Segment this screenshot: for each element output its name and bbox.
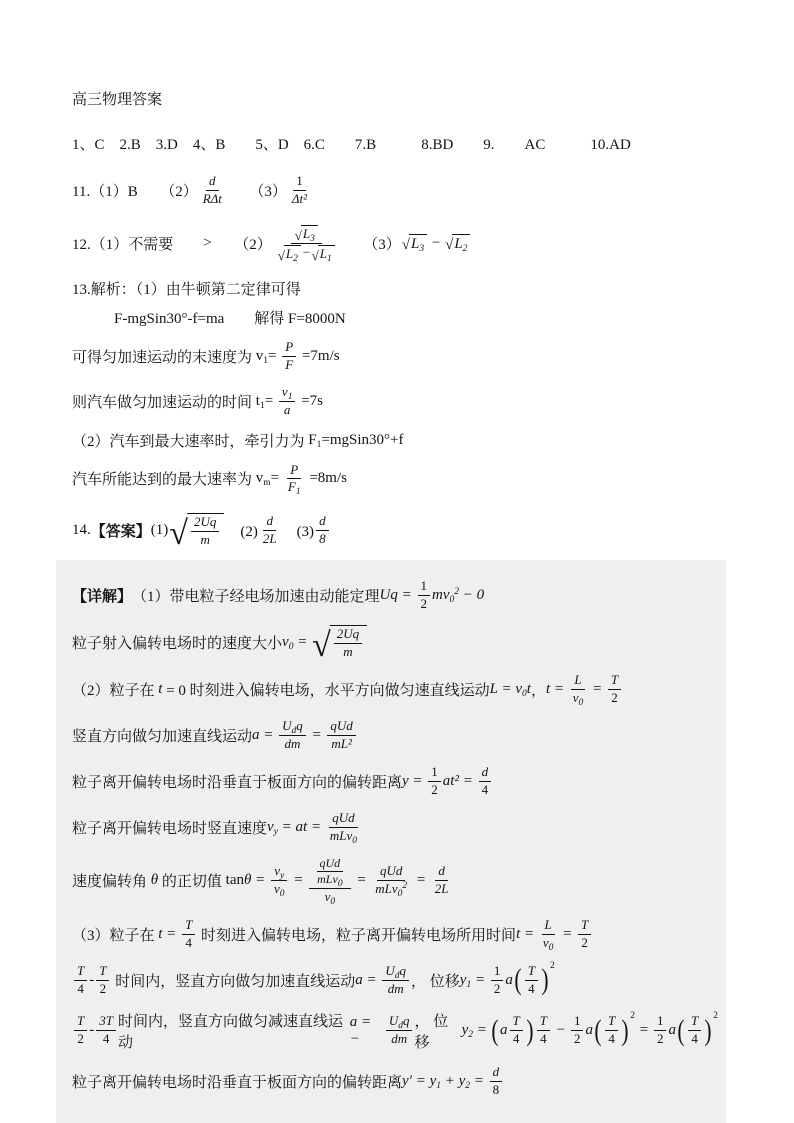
radical: √ $\frac{2Uq}{m}$ bbox=[169, 513, 224, 548]
fraction: $\frac{T}{4}$ bbox=[688, 1014, 701, 1047]
fraction: $\frac{1}{2}$ bbox=[428, 765, 441, 798]
fraction: $\frac{T}{4}$ bbox=[525, 964, 538, 997]
fraction: $\frac{d}{2L}$ bbox=[434, 863, 449, 897]
fraction: $\frac{d}{8}$ bbox=[490, 1065, 503, 1098]
fraction: $\frac{T}{4}$ bbox=[537, 1014, 550, 1047]
q13-line: 可得匀加速运动的末速度为 $v_1$ = $\frac{P}{F}$ =7m/s bbox=[72, 338, 340, 372]
fraction: $\frac{L}{v_0}$ bbox=[542, 917, 554, 953]
radical: √ $L_3$ bbox=[402, 234, 427, 253]
fraction: $\frac{d}{4}$ bbox=[479, 765, 492, 798]
fraction: $\frac{U_dq}{dm}$ bbox=[382, 964, 409, 997]
q14-detail-line: $\frac{T}{2}$ - $\frac{3T}{4}$ 时间内，竖直方向做匀减速直线运动 a = − $\frac{U_dq}{dm}$ ， 位移 $y_2$ = ( a $\frac{T}{4}$ ) $\frac{T}{4}$ − $\frac{1}{2}$ a ( $\frac{T}{4}$ ) 2 = $\frac{1}{2}$ a ( $\frac{T}{4}$ ) 2 bbox=[72, 1010, 718, 1052]
fraction: $\frac{v_y}{v_0}$ bbox=[271, 864, 288, 897]
fraction: $\frac{2Uq}{m}$ bbox=[334, 627, 362, 660]
fraction: $\frac{\frac{\text{qUd}}{mLv_0}}{v_0}$ bbox=[309, 857, 350, 906]
fraction: $\frac{\text{qUd}}{mLv_0}$ bbox=[317, 855, 343, 890]
fraction: $\frac{1}{2}$ bbox=[654, 1014, 667, 1047]
radical: √ $\frac{2Uq}{m}$ bbox=[312, 625, 367, 660]
fraction: $\frac{\text{qUd}}{mLv_0}$ bbox=[329, 809, 357, 846]
fraction: $\frac{d}{8}$ bbox=[316, 514, 329, 547]
fraction: $\frac{d}{2L}$ bbox=[262, 513, 277, 547]
paren-group: ( $\frac{T}{4}$ ) 2 bbox=[594, 1011, 635, 1047]
q14-detail-line: （3）粒子在 t = $\frac{T}{4}$ 时刻进入偏转电场，粒子离开偏转电场所用时间 t = $\frac{L}{v_0}$ = $\frac{T}{2}$ bbox=[72, 918, 718, 951]
fraction: $\frac{1}{2}$ bbox=[571, 1014, 584, 1047]
radical: √ $L_3$ bbox=[295, 225, 318, 242]
q14-detail-line: 粒子射入偏转电场时的速度大小 $v_0$ = √ $\frac{2Uq}{m}$ bbox=[72, 625, 718, 660]
fraction: $\frac{T}{2}$ bbox=[74, 1014, 87, 1047]
document-sections bbox=[72, 174, 724, 1123]
fraction: $\frac{T}{4}$ bbox=[510, 1014, 523, 1047]
q14-detail-line: 【详解】 （1）带电粒子经电场加速由动能定理 Uq = $\frac{1}{2}$ m $v_0^2$ − 0 bbox=[72, 578, 485, 612]
radical: √ $L_2$ bbox=[445, 234, 470, 253]
q14-line: 14. 【答案】 (1) √ $\frac{2Uq}{m}$ (2) $\frac{d}{2L}$ (3) $\frac{d}{8}$ bbox=[72, 513, 724, 548]
fraction: $\frac{1}{\text{Δt²}}$ bbox=[291, 173, 308, 206]
fraction: $\frac{U_dq}{dm}$ bbox=[386, 1014, 413, 1047]
section-q14 bbox=[72, 513, 724, 553]
q14-detail-line: （2）粒子在 t = 0 时刻进入偏转电场，水平方向做匀速直线运动 L = $v_0$ t ， t = $\frac{L}{v_0}$ = $\frac{T}{2}$ bbox=[72, 673, 718, 706]
q14-detail-line: 粒子离开偏转电场时沿垂直于板面方向的偏转距离 y′ = $y_1$ + $y_2$ = $\frac{d}{8}$ bbox=[72, 1065, 718, 1098]
fraction: $\frac{\text{qUd}}{\text{mL²}}$ bbox=[327, 719, 355, 752]
q13-line: 13.解析：（1）由牛顿第二定律可得 bbox=[72, 281, 301, 298]
fraction: $\frac{1}{2}$ bbox=[491, 964, 504, 997]
fraction: $\frac{T}{4}$ bbox=[605, 1014, 618, 1047]
fraction: $\frac{T}{2}$ bbox=[608, 673, 621, 706]
section-q12 bbox=[72, 225, 724, 262]
page-title: 高三物理答案 bbox=[72, 92, 163, 108]
fraction: $\frac{P}{F}$ bbox=[282, 340, 296, 373]
fraction: $\frac{L}{v_0}$ bbox=[572, 672, 584, 708]
fraction: $\frac{3T}{4}$ bbox=[96, 1014, 116, 1047]
radical: √ $L_1$ bbox=[312, 245, 335, 262]
radical: √ $L_2$ bbox=[278, 245, 301, 262]
fraction: $\frac{\text{qUd}}{mLv_0^2}$ bbox=[375, 863, 408, 900]
q13-line: （2）汽车到最大速率时，牵引力为 $F_1$ =mgSin30°+f bbox=[72, 431, 404, 450]
q14-detail-line: 竖直方向做匀加速直线运动 a = $\frac{U_dq}{dm}$ = $\frac{\text{qUd}}{\text{mL²}}$ bbox=[72, 719, 718, 752]
q14-detail-line: 速度偏转角 θ 的正切值 tan θ = $\frac{v_y}{v_0}$ = $\frac{\frac{\text{qUd}}{mLv_0}}{v_0}$ = $\frac{\text{qUd}}{mLv_0^2}$ = $\frac{d}{2L}$ bbox=[72, 857, 718, 906]
fraction: $\frac{2Uq}{m}$ bbox=[191, 515, 219, 548]
multiple-choice-answers-row: 1、C 2.B 3.D 4、B 5、D 6.C 7.B 8.BD 9. AC 10.AD bbox=[72, 137, 631, 153]
q13-line: 则汽车做匀加速运动的时间 $t_1$ = $\frac{v_1}{a}$ =7s bbox=[72, 383, 323, 417]
q13-line: 汽车所能达到的最大速率为 $v_m$ = $\frac{P}{F_1}$ =8m/s bbox=[72, 461, 347, 498]
fraction: $\frac{T}{4}$ bbox=[74, 964, 87, 997]
q12-line: 12.（1）不需要 > （2） √ $L_3$ √ $L_2$ − √ $L_1$ （3） √ $L_3$ − √ $L_2$ bbox=[72, 225, 724, 262]
fraction: $\frac{T}{4}$ bbox=[182, 918, 195, 951]
fraction: $\frac{P}{F_1}$ bbox=[287, 461, 301, 498]
fraction: $\frac{1}{2}$ bbox=[418, 579, 431, 612]
q14-detail-line: 粒子离开偏转电场时沿垂直于板面方向的偏转距离 y = $\frac{1}{2}$ at² = $\frac{d}{4}$ bbox=[72, 765, 718, 798]
q14-detail-line: $\frac{T}{4}$ - $\frac{T}{2}$ 时间内，竖直方向做匀加速直线运动 a = $\frac{U_dq}{dm}$ ， 位移 $y_1$ = $\frac{1}{2}$ a ( $\frac{T}{4}$ ) 2 bbox=[72, 964, 718, 997]
fraction: √ $L_3$ √ $L_2$ − √ $L_1$ bbox=[274, 225, 339, 262]
section-q14-detail bbox=[56, 560, 726, 1122]
fraction: $\frac{U_dq}{dm}$ bbox=[279, 719, 306, 752]
fraction: $\frac{d}{\text{RΔt}}$ bbox=[202, 173, 222, 206]
q13-line: F-mgSin30°-f=ma 解得 F=8000N bbox=[114, 310, 346, 327]
q14-detail-line: 粒子离开偏转电场时竖直速度 $v_y$ = at = $\frac{\text{qUd}}{mLv_0}$ bbox=[72, 811, 718, 844]
q11-line: 11.（1）B （2） $\frac{d}{\text{RΔt}}$ （3） $\frac{1}{\text{Δt²}}$ bbox=[72, 174, 724, 207]
paren-group: ( $\frac{T}{4}$ ) 2 bbox=[677, 1011, 718, 1047]
paren-group: ( a $\frac{T}{4}$ ) bbox=[491, 1013, 534, 1047]
fraction: $\frac{T}{2}$ bbox=[96, 964, 109, 997]
section-q11 bbox=[72, 174, 724, 207]
fraction: $\frac{T}{2}$ bbox=[578, 918, 591, 951]
fraction: $\frac{v_1}{a}$ bbox=[279, 385, 296, 418]
paren-group: ( $\frac{T}{4}$ ) 2 bbox=[514, 960, 555, 997]
section-q13 bbox=[72, 278, 724, 496]
